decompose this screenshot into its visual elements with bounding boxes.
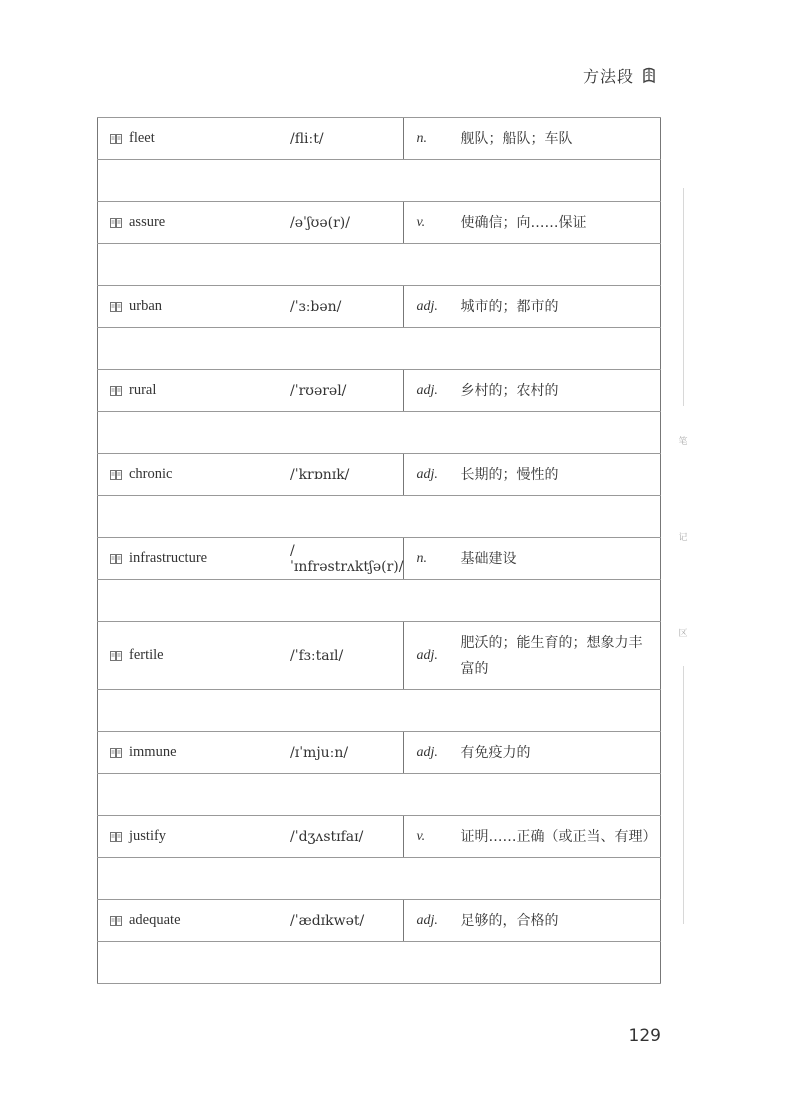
book-icon	[110, 748, 122, 758]
book-icon	[110, 916, 122, 926]
meaning: 城市的；都市的	[460, 286, 660, 328]
vocab-row	[98, 538, 661, 580]
phonetic: /ˈdʒʌstɪfaɪ/	[290, 816, 404, 858]
notes-char-3: 区	[678, 629, 688, 639]
word: justify	[129, 828, 167, 844]
notes-cell[interactable]	[98, 690, 661, 732]
page-header	[583, 64, 656, 87]
part-of-speech: adj.	[404, 370, 461, 412]
vocab-row	[98, 286, 661, 328]
book-icon	[110, 651, 122, 661]
notes-cell[interactable]	[98, 496, 661, 538]
section-title: 方法段	[582, 67, 634, 86]
word: chronic	[129, 466, 173, 482]
vocab-row	[98, 118, 661, 160]
part-of-speech: adj.	[404, 454, 461, 496]
word-cell	[98, 622, 291, 690]
notes-cell[interactable]	[98, 858, 661, 900]
notes-cell[interactable]	[98, 942, 661, 984]
notes-row[interactable]	[98, 774, 661, 816]
word: adequate	[129, 912, 181, 928]
notes-row[interactable]	[98, 496, 661, 538]
book-icon	[110, 134, 122, 144]
meaning: 有免疫力的	[460, 732, 660, 774]
phonetic: /ˈfɜːtaɪl/	[290, 622, 404, 690]
word: assure	[129, 214, 166, 230]
phonetic: /ˈɪnfrəstrʌktʃə(r)/	[290, 538, 404, 580]
notes-row[interactable]	[98, 160, 661, 202]
word: fertile	[129, 647, 164, 663]
notes-char-2: 记	[678, 533, 688, 543]
book-icon	[110, 554, 122, 564]
notes-cell[interactable]	[98, 580, 661, 622]
phonetic: /fliːt/	[290, 118, 404, 160]
phonetic: /ˈɜːbən/	[290, 286, 404, 328]
notes-row[interactable]	[98, 858, 661, 900]
page-number: 129	[628, 1026, 661, 1046]
part-of-speech: adj.	[404, 622, 461, 690]
notes-cell[interactable]	[98, 774, 661, 816]
word-cell	[98, 900, 291, 942]
vocab-row	[98, 622, 661, 690]
word-cell	[98, 816, 291, 858]
part-of-speech: adj.	[404, 900, 461, 942]
word-cell	[98, 454, 291, 496]
book-icon	[110, 470, 122, 480]
word: immune	[129, 744, 177, 760]
phonetic: /əˈʃʊə(r)/	[290, 202, 404, 244]
meaning: 舰队；船队；车队	[460, 118, 660, 160]
word-cell	[98, 370, 291, 412]
meaning: 肥沃的；能生育的；想象力丰富的	[460, 622, 660, 690]
word: urban	[129, 298, 163, 314]
word: fleet	[129, 130, 155, 146]
vocab-row	[98, 454, 661, 496]
meaning: 乡村的；农村的	[460, 370, 660, 412]
word-cell	[98, 286, 291, 328]
notes-row[interactable]	[98, 412, 661, 454]
meaning: 使确信；向……保证	[460, 202, 660, 244]
phonetic: /ˈædɪkwət/	[290, 900, 404, 942]
vocabulary-table	[97, 117, 661, 984]
meaning: 长期的；慢性的	[460, 454, 660, 496]
book-icon	[110, 302, 122, 312]
phonetic: /ˈrʊərəl/	[290, 370, 404, 412]
word-cell	[98, 202, 291, 244]
part-of-speech: v.	[404, 816, 461, 858]
phonetic: /ˈkrɒnɪk/	[290, 454, 404, 496]
meaning: 基础建设	[460, 538, 660, 580]
part-of-speech: adj.	[404, 732, 461, 774]
vocab-row	[98, 732, 661, 774]
notes-cell[interactable]	[98, 328, 661, 370]
notes-row[interactable]	[98, 942, 661, 984]
vocab-row	[98, 202, 661, 244]
notes-row[interactable]	[98, 580, 661, 622]
word-cell	[98, 118, 291, 160]
part-of-speech: n.	[404, 118, 461, 160]
meaning: 足够的，合格的	[460, 900, 660, 942]
part-of-speech: v.	[404, 202, 461, 244]
book-icon	[110, 218, 122, 228]
notes-row[interactable]	[98, 690, 661, 732]
notes-row[interactable]	[98, 244, 661, 286]
vocab-row	[98, 900, 661, 942]
notes-divider-top	[683, 188, 684, 406]
word-cell	[98, 538, 291, 580]
word-cell	[98, 732, 291, 774]
notes-divider-bottom	[683, 666, 684, 924]
vocab-row	[98, 370, 661, 412]
part-of-speech: n.	[404, 538, 461, 580]
phonetic: /ɪˈmjuːn/	[290, 732, 404, 774]
part-of-speech: adj.	[404, 286, 461, 328]
word: rural	[129, 382, 157, 398]
open-book-icon	[642, 67, 656, 85]
notes-cell[interactable]	[98, 412, 661, 454]
word: infrastructure	[129, 550, 208, 566]
notes-row[interactable]	[98, 328, 661, 370]
vocab-row	[98, 816, 661, 858]
meaning: 证明……正确（或正当、有理）	[460, 816, 660, 858]
book-icon	[110, 832, 122, 842]
notes-char-1: 笔	[678, 437, 688, 447]
notes-cell[interactable]	[98, 244, 661, 286]
notes-cell[interactable]	[98, 160, 661, 202]
book-icon	[110, 386, 122, 396]
